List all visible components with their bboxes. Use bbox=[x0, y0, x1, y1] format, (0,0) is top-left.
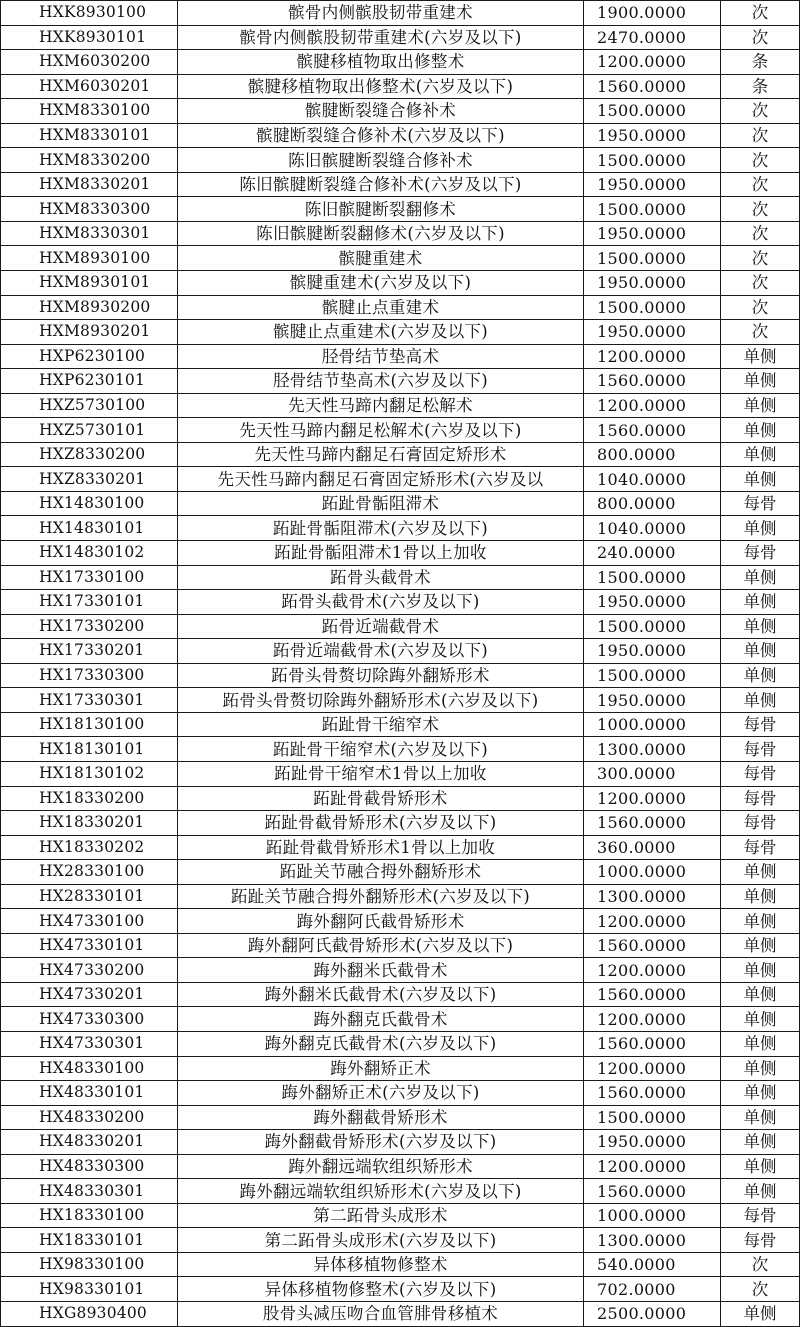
item-name-cell: 髌腱移植物取出修整术 bbox=[178, 50, 584, 75]
item-unit-cell: 次 bbox=[721, 197, 800, 222]
item-unit-cell: 单侧 bbox=[721, 860, 800, 885]
item-unit-cell: 条 bbox=[721, 74, 800, 99]
item-name-cell: 髌腱止点重建术(六岁及以下) bbox=[178, 320, 584, 345]
table-row bbox=[1, 1179, 800, 1204]
item-name-cell: 踇外翻截骨矫形术 bbox=[178, 1105, 584, 1130]
item-unit-cell: 单侧 bbox=[721, 614, 800, 639]
item-unit-cell: 单侧 bbox=[721, 442, 800, 467]
item-unit-cell: 每骨 bbox=[721, 737, 800, 762]
item-price-cell: 1560.0000 bbox=[584, 1031, 721, 1056]
item-code-cell: HXK8930100 bbox=[1, 1, 178, 26]
item-unit-cell: 次 bbox=[721, 1277, 800, 1302]
item-unit-cell: 单侧 bbox=[721, 1081, 800, 1106]
item-unit-cell: 单侧 bbox=[721, 393, 800, 418]
table-row bbox=[1, 835, 800, 860]
item-name-cell: 胫骨结节垫高术 bbox=[178, 344, 584, 369]
item-price-cell: 1560.0000 bbox=[584, 1081, 721, 1106]
item-code-cell: HXG8930400 bbox=[1, 1301, 178, 1326]
item-unit-cell: 单侧 bbox=[721, 909, 800, 934]
item-name-cell: 跖趾骨截骨矫形术 bbox=[178, 786, 584, 811]
item-unit-cell: 次 bbox=[721, 172, 800, 197]
table-row bbox=[1, 491, 800, 516]
item-code-cell: HX18330100 bbox=[1, 1203, 178, 1228]
item-unit-cell: 单侧 bbox=[721, 344, 800, 369]
item-price-cell: 1000.0000 bbox=[584, 1203, 721, 1228]
table-row bbox=[1, 197, 800, 222]
table-row bbox=[1, 50, 800, 75]
table-row bbox=[1, 1228, 800, 1253]
item-code-cell: HX48330200 bbox=[1, 1105, 178, 1130]
item-unit-cell: 单侧 bbox=[721, 1130, 800, 1155]
item-code-cell: HX48330100 bbox=[1, 1056, 178, 1081]
item-code-cell: HX18130100 bbox=[1, 712, 178, 737]
item-name-cell: 髌腱断裂缝合修补术 bbox=[178, 99, 584, 124]
item-name-cell: 踇外翻阿氏截骨矫形术 bbox=[178, 909, 584, 934]
item-code-cell: HXM8330200 bbox=[1, 148, 178, 173]
item-code-cell: HX47330100 bbox=[1, 909, 178, 934]
item-code-cell: HXM8330201 bbox=[1, 172, 178, 197]
item-code-cell: HX28330101 bbox=[1, 884, 178, 909]
table-row bbox=[1, 1277, 800, 1302]
item-unit-cell: 次 bbox=[721, 1, 800, 26]
item-name-cell: 踇外翻远端软组织矫形术 bbox=[178, 1154, 584, 1179]
item-unit-cell: 单侧 bbox=[721, 663, 800, 688]
item-price-cell: 1950.0000 bbox=[584, 639, 721, 664]
table-row bbox=[1, 246, 800, 271]
item-price-cell: 1200.0000 bbox=[584, 1154, 721, 1179]
item-price-cell: 1300.0000 bbox=[584, 737, 721, 762]
item-code-cell: HXM8330301 bbox=[1, 221, 178, 246]
item-price-cell: 300.0000 bbox=[584, 761, 721, 786]
item-name-cell: 陈旧髌腱断裂翻修术(六岁及以下) bbox=[178, 221, 584, 246]
item-unit-cell: 次 bbox=[721, 123, 800, 148]
item-name-cell: 髌腱移植物取出修整术(六岁及以下) bbox=[178, 74, 584, 99]
item-price-cell: 1500.0000 bbox=[584, 614, 721, 639]
table-row bbox=[1, 688, 800, 713]
item-code-cell: HX18330101 bbox=[1, 1228, 178, 1253]
item-code-cell: HX47330101 bbox=[1, 933, 178, 958]
item-unit-cell: 单侧 bbox=[721, 516, 800, 541]
item-price-cell: 1300.0000 bbox=[584, 1228, 721, 1253]
table-row bbox=[1, 1007, 800, 1032]
table-row bbox=[1, 1203, 800, 1228]
item-code-cell: HX18330201 bbox=[1, 811, 178, 836]
item-price-cell: 1950.0000 bbox=[584, 688, 721, 713]
item-code-cell: HX18330202 bbox=[1, 835, 178, 860]
item-price-cell: 1560.0000 bbox=[584, 982, 721, 1007]
item-name-cell: 踇外翻截骨矫形术(六岁及以下) bbox=[178, 1130, 584, 1155]
item-code-cell: HX17330100 bbox=[1, 565, 178, 590]
table-row bbox=[1, 860, 800, 885]
item-name-cell: 踇外翻矫正术 bbox=[178, 1056, 584, 1081]
table-row bbox=[1, 811, 800, 836]
item-name-cell: 陈旧髌腱断裂缝合修补术 bbox=[178, 148, 584, 173]
item-unit-cell: 次 bbox=[721, 246, 800, 271]
item-name-cell: 髌腱重建术 bbox=[178, 246, 584, 271]
table-row bbox=[1, 933, 800, 958]
item-name-cell: 跖趾骨截骨矫形术1骨以上加收 bbox=[178, 835, 584, 860]
item-unit-cell: 每骨 bbox=[721, 1203, 800, 1228]
item-unit-cell: 单侧 bbox=[721, 1031, 800, 1056]
item-code-cell: HX14830101 bbox=[1, 516, 178, 541]
table-row bbox=[1, 99, 800, 124]
item-name-cell: 髌骨内侧髌股韧带重建术 bbox=[178, 1, 584, 26]
item-code-cell: HXK8930101 bbox=[1, 25, 178, 50]
item-code-cell: HX48330101 bbox=[1, 1081, 178, 1106]
table-row bbox=[1, 1252, 800, 1277]
item-code-cell: HX17330200 bbox=[1, 614, 178, 639]
item-name-cell: 跖趾骨骺阻滞术1骨以上加收 bbox=[178, 541, 584, 566]
item-code-cell: HXZ5730101 bbox=[1, 418, 178, 443]
table-row bbox=[1, 541, 800, 566]
item-unit-cell: 次 bbox=[721, 25, 800, 50]
item-name-cell: 踇外翻米氏截骨术 bbox=[178, 958, 584, 983]
table-row bbox=[1, 221, 800, 246]
item-unit-cell: 每骨 bbox=[721, 491, 800, 516]
item-name-cell: 踇外翻阿氏截骨矫形术(六岁及以下) bbox=[178, 933, 584, 958]
item-name-cell: 髌腱断裂缝合修补术(六岁及以下) bbox=[178, 123, 584, 148]
item-unit-cell: 次 bbox=[721, 148, 800, 173]
item-price-cell: 1500.0000 bbox=[584, 246, 721, 271]
item-name-cell: 髌腱止点重建术 bbox=[178, 295, 584, 320]
item-name-cell: 跖趾骨干缩窄术(六岁及以下) bbox=[178, 737, 584, 762]
item-price-cell: 540.0000 bbox=[584, 1252, 721, 1277]
item-price-cell: 1200.0000 bbox=[584, 393, 721, 418]
item-unit-cell: 单侧 bbox=[721, 1105, 800, 1130]
item-name-cell: 跖骨头骨赘切除踇外翻矫形术(六岁及以下) bbox=[178, 688, 584, 713]
item-price-cell: 1950.0000 bbox=[584, 221, 721, 246]
item-code-cell: HXM8330101 bbox=[1, 123, 178, 148]
item-price-cell: 1200.0000 bbox=[584, 50, 721, 75]
table-row bbox=[1, 1031, 800, 1056]
item-price-cell: 800.0000 bbox=[584, 442, 721, 467]
item-code-cell: HX17330301 bbox=[1, 688, 178, 713]
item-name-cell: 髌腱重建术(六岁及以下) bbox=[178, 271, 584, 296]
table-row bbox=[1, 1154, 800, 1179]
item-price-cell: 702.0000 bbox=[584, 1277, 721, 1302]
item-name-cell: 踇外翻矫正术(六岁及以下) bbox=[178, 1081, 584, 1106]
item-name-cell: 跖趾骨骺阻滞术 bbox=[178, 491, 584, 516]
item-unit-cell: 单侧 bbox=[721, 639, 800, 664]
item-price-cell: 1300.0000 bbox=[584, 884, 721, 909]
item-name-cell: 踇外翻克氏截骨术 bbox=[178, 1007, 584, 1032]
table-row bbox=[1, 271, 800, 296]
item-price-cell: 1900.0000 bbox=[584, 1, 721, 26]
item-price-cell: 2500.0000 bbox=[584, 1301, 721, 1326]
table-row bbox=[1, 614, 800, 639]
item-code-cell: HX47330300 bbox=[1, 1007, 178, 1032]
item-price-cell: 1200.0000 bbox=[584, 344, 721, 369]
table-row bbox=[1, 1056, 800, 1081]
fee-table-body bbox=[1, 1, 800, 1327]
item-price-cell: 1500.0000 bbox=[584, 1105, 721, 1130]
table-row bbox=[1, 884, 800, 909]
item-code-cell: HXM8930101 bbox=[1, 271, 178, 296]
item-name-cell: 跖趾骨干缩窄术 bbox=[178, 712, 584, 737]
item-code-cell: HXM8330300 bbox=[1, 197, 178, 222]
item-price-cell: 1500.0000 bbox=[584, 565, 721, 590]
item-unit-cell: 次 bbox=[721, 221, 800, 246]
item-code-cell: HX28330100 bbox=[1, 860, 178, 885]
item-unit-cell: 每骨 bbox=[721, 786, 800, 811]
item-code-cell: HX14830102 bbox=[1, 541, 178, 566]
item-code-cell: HXZ8330201 bbox=[1, 467, 178, 492]
item-unit-cell: 单侧 bbox=[721, 418, 800, 443]
item-unit-cell: 每骨 bbox=[721, 541, 800, 566]
item-name-cell: 先天性马蹄内翻足石膏固定矫形术(六岁及以 bbox=[178, 467, 584, 492]
item-code-cell: HX98330100 bbox=[1, 1252, 178, 1277]
item-unit-cell: 次 bbox=[721, 1252, 800, 1277]
item-unit-cell: 单侧 bbox=[721, 565, 800, 590]
item-price-cell: 360.0000 bbox=[584, 835, 721, 860]
item-code-cell: HXP6230100 bbox=[1, 344, 178, 369]
item-price-cell: 1200.0000 bbox=[584, 1056, 721, 1081]
item-unit-cell: 次 bbox=[721, 295, 800, 320]
item-price-cell: 2470.0000 bbox=[584, 25, 721, 50]
item-price-cell: 1950.0000 bbox=[584, 320, 721, 345]
item-unit-cell: 单侧 bbox=[721, 1301, 800, 1326]
item-unit-cell: 单侧 bbox=[721, 933, 800, 958]
item-price-cell: 1560.0000 bbox=[584, 418, 721, 443]
table-row bbox=[1, 737, 800, 762]
item-name-cell: 髌骨内侧髌股韧带重建术(六岁及以下) bbox=[178, 25, 584, 50]
item-name-cell: 陈旧髌腱断裂翻修术 bbox=[178, 197, 584, 222]
item-price-cell: 1950.0000 bbox=[584, 172, 721, 197]
item-unit-cell: 每骨 bbox=[721, 712, 800, 737]
item-unit-cell: 单侧 bbox=[721, 467, 800, 492]
item-price-cell: 1500.0000 bbox=[584, 295, 721, 320]
item-price-cell: 1200.0000 bbox=[584, 1007, 721, 1032]
item-name-cell: 跖趾骨干缩窄术1骨以上加收 bbox=[178, 761, 584, 786]
item-price-cell: 1200.0000 bbox=[584, 958, 721, 983]
item-code-cell: HX47330201 bbox=[1, 982, 178, 1007]
item-price-cell: 1950.0000 bbox=[584, 1130, 721, 1155]
table-row bbox=[1, 1301, 800, 1326]
table-row bbox=[1, 1, 800, 26]
table-row bbox=[1, 467, 800, 492]
item-price-cell: 1200.0000 bbox=[584, 909, 721, 934]
item-unit-cell: 单侧 bbox=[721, 369, 800, 394]
item-name-cell: 跖趾关节融合拇外翻矫形术 bbox=[178, 860, 584, 885]
item-code-cell: HXM6030200 bbox=[1, 50, 178, 75]
item-unit-cell: 单侧 bbox=[721, 958, 800, 983]
item-code-cell: HXP6230101 bbox=[1, 369, 178, 394]
item-name-cell: 先天性马蹄内翻足石膏固定矫形术 bbox=[178, 442, 584, 467]
item-unit-cell: 单侧 bbox=[721, 1179, 800, 1204]
item-name-cell: 跖骨近端截骨术 bbox=[178, 614, 584, 639]
item-price-cell: 1560.0000 bbox=[584, 933, 721, 958]
item-name-cell: 跖骨头骨赘切除踇外翻矫形术 bbox=[178, 663, 584, 688]
item-unit-cell: 单侧 bbox=[721, 1154, 800, 1179]
item-unit-cell: 单侧 bbox=[721, 884, 800, 909]
item-code-cell: HX17330201 bbox=[1, 639, 178, 664]
table-row bbox=[1, 1081, 800, 1106]
item-unit-cell: 次 bbox=[721, 271, 800, 296]
item-code-cell: HXM8930201 bbox=[1, 320, 178, 345]
item-name-cell: 胫骨结节垫高术(六岁及以下) bbox=[178, 369, 584, 394]
item-name-cell: 异体移植物修整术(六岁及以下) bbox=[178, 1277, 584, 1302]
item-price-cell: 1560.0000 bbox=[584, 811, 721, 836]
item-code-cell: HX17330101 bbox=[1, 590, 178, 615]
item-unit-cell: 单侧 bbox=[721, 688, 800, 713]
item-price-cell: 1560.0000 bbox=[584, 369, 721, 394]
item-name-cell: 跖趾骨骺阻滞术(六岁及以下) bbox=[178, 516, 584, 541]
item-name-cell: 踇外翻米氏截骨术(六岁及以下) bbox=[178, 982, 584, 1007]
item-name-cell: 先天性马蹄内翻足松解术 bbox=[178, 393, 584, 418]
table-row bbox=[1, 1130, 800, 1155]
item-unit-cell: 单侧 bbox=[721, 1007, 800, 1032]
item-name-cell: 异体移植物修整术 bbox=[178, 1252, 584, 1277]
table-row bbox=[1, 172, 800, 197]
item-name-cell: 股骨头减压吻合血管腓骨移植术 bbox=[178, 1301, 584, 1326]
table-row bbox=[1, 761, 800, 786]
item-code-cell: HX47330200 bbox=[1, 958, 178, 983]
item-unit-cell: 条 bbox=[721, 50, 800, 75]
item-unit-cell: 单侧 bbox=[721, 1056, 800, 1081]
table-row bbox=[1, 1105, 800, 1130]
table-row bbox=[1, 123, 800, 148]
item-price-cell: 1500.0000 bbox=[584, 663, 721, 688]
item-price-cell: 1500.0000 bbox=[584, 99, 721, 124]
item-name-cell: 第二跖骨头成形术 bbox=[178, 1203, 584, 1228]
item-unit-cell: 次 bbox=[721, 320, 800, 345]
item-price-cell: 1500.0000 bbox=[584, 197, 721, 222]
item-code-cell: HXM8330100 bbox=[1, 99, 178, 124]
item-code-cell: HX17330300 bbox=[1, 663, 178, 688]
item-name-cell: 第二跖骨头成形术(六岁及以下) bbox=[178, 1228, 584, 1253]
item-code-cell: HX47330301 bbox=[1, 1031, 178, 1056]
item-name-cell: 跖骨头截骨术 bbox=[178, 565, 584, 590]
item-unit-cell: 每骨 bbox=[721, 811, 800, 836]
item-name-cell: 先天性马蹄内翻足松解术(六岁及以下) bbox=[178, 418, 584, 443]
table-row bbox=[1, 712, 800, 737]
item-code-cell: HXM8930100 bbox=[1, 246, 178, 271]
table-row bbox=[1, 565, 800, 590]
item-code-cell: HXZ8330200 bbox=[1, 442, 178, 467]
table-row bbox=[1, 516, 800, 541]
item-code-cell: HX48330300 bbox=[1, 1154, 178, 1179]
item-price-cell: 1560.0000 bbox=[584, 74, 721, 99]
item-price-cell: 1000.0000 bbox=[584, 712, 721, 737]
item-code-cell: HXZ5730100 bbox=[1, 393, 178, 418]
item-price-cell: 800.0000 bbox=[584, 491, 721, 516]
table-row bbox=[1, 74, 800, 99]
table-row bbox=[1, 393, 800, 418]
item-code-cell: HX18130101 bbox=[1, 737, 178, 762]
item-unit-cell: 次 bbox=[721, 99, 800, 124]
table-row bbox=[1, 369, 800, 394]
table-row bbox=[1, 25, 800, 50]
table-row bbox=[1, 982, 800, 1007]
table-row bbox=[1, 909, 800, 934]
item-code-cell: HX18330200 bbox=[1, 786, 178, 811]
item-unit-cell: 每骨 bbox=[721, 761, 800, 786]
table-row bbox=[1, 418, 800, 443]
item-code-cell: HX98330101 bbox=[1, 1277, 178, 1302]
table-row bbox=[1, 295, 800, 320]
item-price-cell: 1560.0000 bbox=[584, 1179, 721, 1204]
item-name-cell: 跖趾关节融合拇外翻矫形术(六岁及以下) bbox=[178, 884, 584, 909]
item-unit-cell: 单侧 bbox=[721, 590, 800, 615]
item-price-cell: 1500.0000 bbox=[584, 148, 721, 173]
table-row bbox=[1, 344, 800, 369]
item-code-cell: HX14830100 bbox=[1, 491, 178, 516]
item-code-cell: HXM6030201 bbox=[1, 74, 178, 99]
item-name-cell: 踇外翻克氏截骨术(六岁及以下) bbox=[178, 1031, 584, 1056]
table-row bbox=[1, 148, 800, 173]
table-row bbox=[1, 442, 800, 467]
item-name-cell: 跖趾骨截骨矫形术(六岁及以下) bbox=[178, 811, 584, 836]
item-price-cell: 1000.0000 bbox=[584, 860, 721, 885]
item-price-cell: 240.0000 bbox=[584, 541, 721, 566]
item-code-cell: HX18130102 bbox=[1, 761, 178, 786]
item-name-cell: 踇外翻远端软组织矫形术(六岁及以下) bbox=[178, 1179, 584, 1204]
item-name-cell: 跖骨近端截骨术(六岁及以下) bbox=[178, 639, 584, 664]
table-row bbox=[1, 786, 800, 811]
table-row bbox=[1, 663, 800, 688]
item-code-cell: HXM8930200 bbox=[1, 295, 178, 320]
table-row bbox=[1, 590, 800, 615]
item-price-cell: 1950.0000 bbox=[584, 271, 721, 296]
item-code-cell: HX48330301 bbox=[1, 1179, 178, 1204]
table-row bbox=[1, 958, 800, 983]
item-price-cell: 1950.0000 bbox=[584, 123, 721, 148]
item-unit-cell: 每骨 bbox=[721, 835, 800, 860]
item-name-cell: 陈旧髌腱断裂缝合修补术(六岁及以下) bbox=[178, 172, 584, 197]
item-code-cell: HX48330201 bbox=[1, 1130, 178, 1155]
item-price-cell: 1040.0000 bbox=[584, 467, 721, 492]
table-row bbox=[1, 320, 800, 345]
item-unit-cell: 单侧 bbox=[721, 982, 800, 1007]
item-price-cell: 1950.0000 bbox=[584, 590, 721, 615]
item-unit-cell: 每骨 bbox=[721, 1228, 800, 1253]
item-name-cell: 跖骨头截骨术(六岁及以下) bbox=[178, 590, 584, 615]
item-price-cell: 1200.0000 bbox=[584, 786, 721, 811]
item-price-cell: 1040.0000 bbox=[584, 516, 721, 541]
table-row bbox=[1, 639, 800, 664]
